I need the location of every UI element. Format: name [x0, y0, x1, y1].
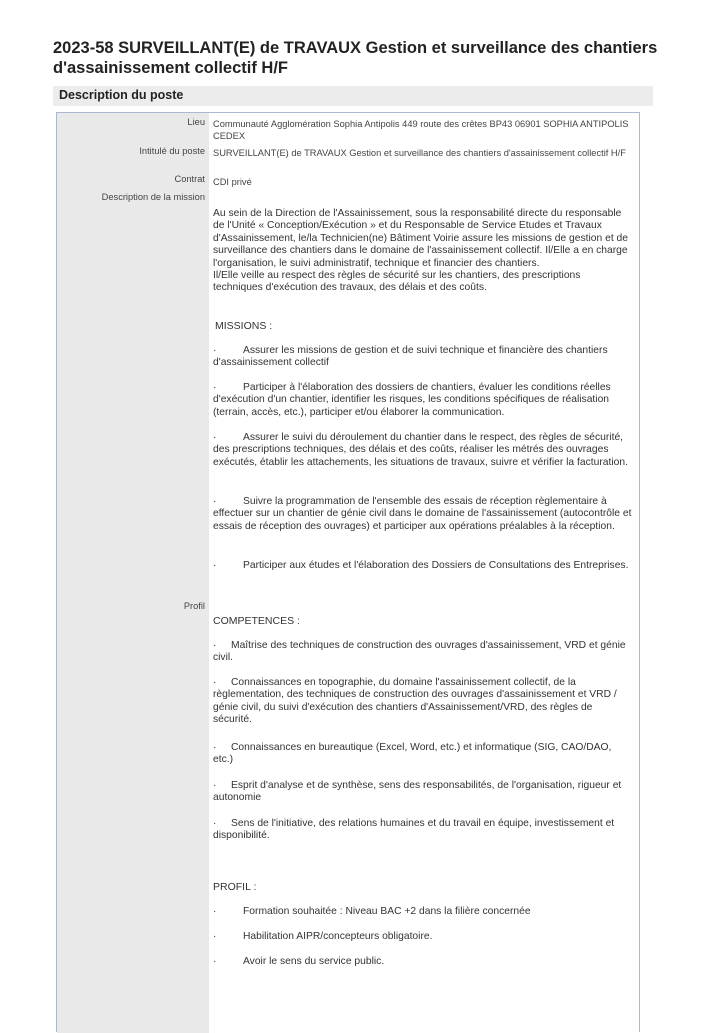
profil-item: · Avoir le sens du service public.: [213, 956, 385, 967]
mission-intro-paragraph-2: Il/Elle veille au respect des règles de sécurité sur les chantiers, des prescriptions techniques d'exécution des travaux, des délais et des coûts.: [213, 270, 581, 294]
bullet-dot-icon: ·: [213, 560, 217, 571]
section-title: Description du poste: [59, 88, 184, 102]
bullet-dot-icon: ·: [213, 818, 217, 829]
profil-heading: PROFIL :: [213, 881, 257, 893]
profil-label: Profil: [183, 601, 205, 611]
bullet-dot-icon: ·: [213, 677, 217, 688]
competence-item: · Maîtrise des techniques de construction des ouvrages d'assainissement, VRD et génie civil.: [213, 640, 626, 664]
mission-item: · Participer aux études et l'élaboration des Dossiers de Consultations des Entreprises.: [213, 560, 629, 571]
missions-heading: MISSIONS :: [215, 320, 273, 332]
competence-item: · Connaissances en bureautique (Excel, Word, etc.) et informatique (SIG, CAO/DAO, etc.): [213, 742, 612, 766]
bullet-dot-icon: ·: [213, 382, 217, 393]
mission-item: · Participer à l'élaboration des dossiers de chantiers, évaluer les conditions réelles d'exécution d'un chantier, identifier les risques, les conditions spécifiques de réalisation (terrain, accès, etc.), participer et/ou élaborer la communication.: [213, 382, 611, 418]
competences-heading: COMPETENCES :: [213, 615, 300, 627]
competence-item: · Esprit d'analyse et de synthèse, sens des responsabilités, de l'organisation, rigueur et autonomie: [213, 780, 622, 804]
profil-item: · Habilitation AIPR/concepteurs obligatoire.: [213, 931, 433, 942]
bullet-dot-icon: ·: [213, 906, 217, 917]
lieu-label: Lieu: [187, 117, 205, 127]
mission-label: Description de la mission: [101, 192, 205, 202]
page-title: 2023-58 SURVEILLANT(E) de TRAVAUX Gestion et surveillance des chantiers d'assainissement collectif H/F: [53, 39, 658, 77]
bullet-dot-icon: ·: [213, 956, 217, 967]
bullet-dot-icon: ·: [213, 640, 217, 651]
label-column: [57, 113, 209, 1033]
mission-intro-paragraph-1: Au sein de la Direction de l'Assainissement, sous la responsabilité directe du responsable de l'Unité « Conception/Exécution » et du Responsable de Service Etudes et Travaux d'Assainissement, le/la Technicien(ne) Bâtiment Voirie assure les missions de gestion et de surveillance des chantiers dans le domaine de l'assainissement collectif. Il/Elle a en charge l'organisation, le suivi administratif, technique et financier des chantiers.: [213, 208, 629, 269]
lieu-value: Communauté Agglomération Sophia Antipolis 449 route des crêtes BP43 06901 SOPHIA ANTIPOLIS CEDEX: [213, 119, 629, 141]
bullet-dot-icon: ·: [213, 432, 217, 443]
bullet-dot-icon: ·: [213, 780, 217, 791]
bullet-dot-icon: ·: [213, 931, 217, 942]
intitule-label: Intitulé du poste: [139, 146, 205, 156]
contrat-label: Contrat: [174, 174, 205, 184]
mission-intro: [213, 208, 633, 295]
bullet-dot-icon: ·: [213, 496, 217, 507]
mission-item: · Assurer le suivi du déroulement du chantier dans le respect, des règles de sécurité, des prescriptions techniques, des délais et des coûts, réaliser les métrés des ouvrages exécutés, établir les attachements, les situations de travaux, suivre et vérifier la facturation.: [213, 432, 628, 468]
mission-item: · Suivre la programmation de l'ensemble des essais de réception règlementaire à effectuer sur un chantier de génie civil dans le domaine de l'assainissement (autocontrôle et essais de réception des ouvrages) et participer aux opérations préalables à la réception.: [213, 496, 632, 532]
bullet-dot-icon: ·: [213, 345, 217, 356]
contrat-value: CDI privé: [213, 177, 252, 187]
profil-item: · Formation souhaitée : Niveau BAC +2 dans la filière concernée: [213, 906, 531, 917]
mission-item: · Assurer les missions de gestion et de suivi technique et financière des chantiers d'assainissement collectif: [213, 345, 608, 369]
competence-item: · Sens de l'initiative, des relations humaines et du travail en équipe, investissement et disponibilité.: [213, 818, 615, 842]
competence-item: · Connaissances en topographie, du domaine l'assainissement collectif, de la règlementation, des techniques de construction des ouvrages d'assainissement et VRD / génie civil, du suivi d'exécution des chantiers d'Assainissement/VRD, des règles de sécurité.: [213, 677, 617, 726]
intitule-value: SURVEILLANT(E) de TRAVAUX Gestion et surveillance des chantiers d'assainissement collectif H/F: [213, 148, 626, 158]
bullet-dot-icon: ·: [213, 742, 217, 753]
